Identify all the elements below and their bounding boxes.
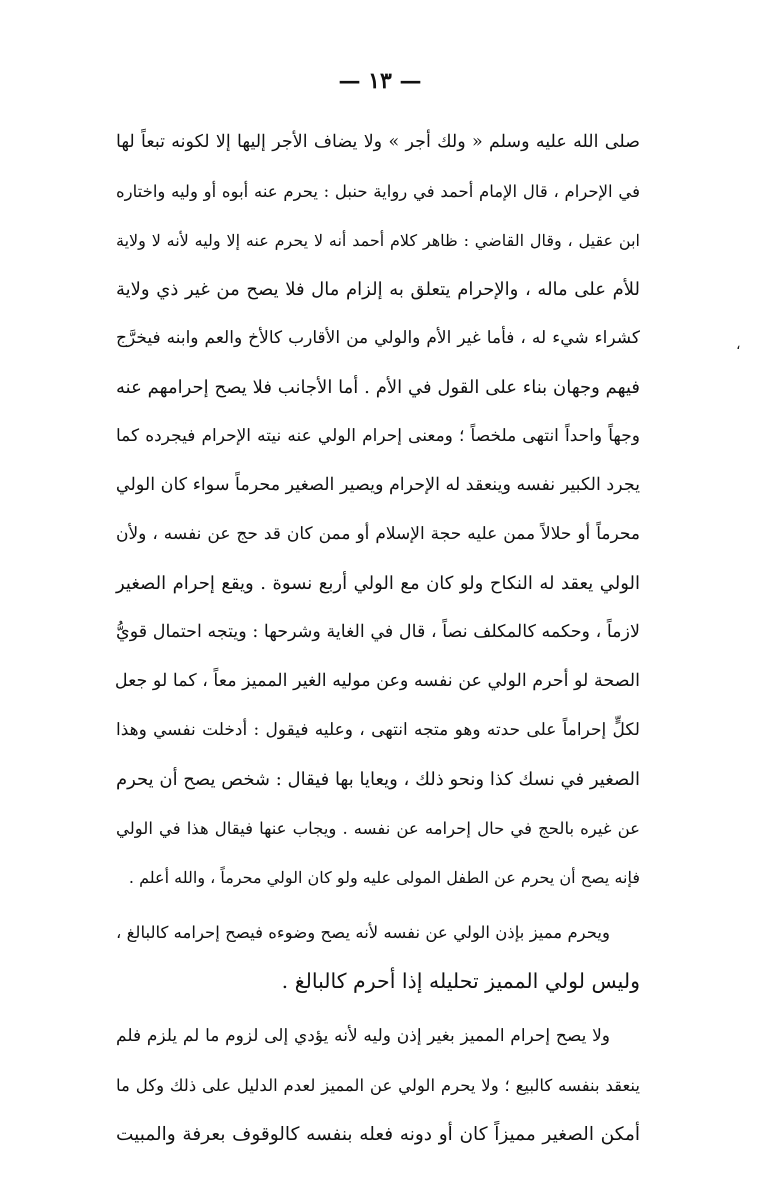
text-line: الصحة لو أحرم الولي عن نفسه وعن موليه الغير المميز معاً ، كما لو جعل — [114, 671, 640, 691]
text-line: ابن عقيل ، وقال القاضي : ظاهر كلام أحمد أنه لا يحرم عنه إلا وليه لأنه لا ولاية — [116, 231, 640, 250]
text-line: صلى الله عليه وسلم « ولك أجر » ولا يضاف الأجر إليها إلا لكونه تبعاً لها — [116, 132, 640, 152]
text-line: فإنه يصح أن يحرم عن الطفل المولى عليه ولو كان الولي محرماً ، والله أعلم . — [128, 868, 640, 887]
body-text — [116, 118, 640, 1159]
page-number: — ١٣ — — [338, 68, 422, 94]
text-line: كشراء شيء له ، فأما غير الأم والولي من الأقارب كالأخ والعم وابنه فيخرَّج — [116, 328, 640, 348]
text-line: في الإحرام ، قال الإمام أحمد في رواية حنبل : يحرم عنه أبوه أو وليه واختاره — [116, 182, 640, 201]
text-line: وليس لولي المميز تحليله إذا أحرم كالبالغ . — [281, 969, 640, 993]
text-line: عن غيره بالحج في حال إحرامه عن نفسه . ويجاب عنها فيقال هذا في الولي — [116, 819, 640, 838]
text-line: محرماً أو حلالاً ممن عليه حجة الإسلام أو ممن كان قد حج عن نفسه ، ولأن — [116, 524, 640, 544]
text-line: وجهاً واحداً انتهى ملخصاً ؛ ومعنى إحرام الولي عنه نيته الإحرام فيجرده كما — [116, 426, 640, 446]
text-line: الصغير في نسك كذا ونحو ذلك ، ويعايا بها فيقال : شخص يصح أن يحرم — [115, 769, 640, 790]
text-line: ينعقد بنفسه كالبيع ؛ ولا يحرم الولي عن المميز لعدم الدليل على ذلك وكل ما — [116, 1076, 640, 1095]
text-line: ولا يصح إحرام المميز بغير إذن وليه لأنه يؤدي إلى لزوم ما لم يلزم فلم — [116, 1026, 610, 1046]
text-line: أمكن الصغير مميزاً كان أو دونه فعله بنفسه كالوقوف بعرفة والمبيت — [116, 1124, 640, 1145]
text-line: الولي يعقد له النكاح ولو كان مع الولي أربع نسوة . ويقع إحرام الصغير — [116, 573, 640, 594]
margin-mark: ، — [736, 337, 741, 353]
text-line: للأم على ماله ، والإحرام يتعلق به إلزام مال فلا يصح من غير ذي ولاية — [116, 279, 640, 300]
text-line: يجرد الكبير نفسه وينعقد له الإحرام ويصير الصغير محرماً سواء كان الولي — [115, 475, 640, 495]
text-line: لازماً ، وحكمه كالمكلف نصاً ، قال في الغاية وشرحها : ويتجه احتمال قويُّ — [116, 622, 640, 642]
text-line: ويحرم مميز بإذن الولي عن نفسه لأنه يصح وضوءه فيصح إحرامه كالبالغ ، — [116, 923, 610, 942]
text-line: لكلٍّ إحراماً على حدته وهو متجه انتهى ، وعليه فيقول : أدخلت نفسي وهذا — [116, 720, 640, 740]
text-line: فيهم وجهان بناء على القول في الأم . أما الأجانب فلا يصح إحرامهم عنه — [116, 377, 640, 398]
